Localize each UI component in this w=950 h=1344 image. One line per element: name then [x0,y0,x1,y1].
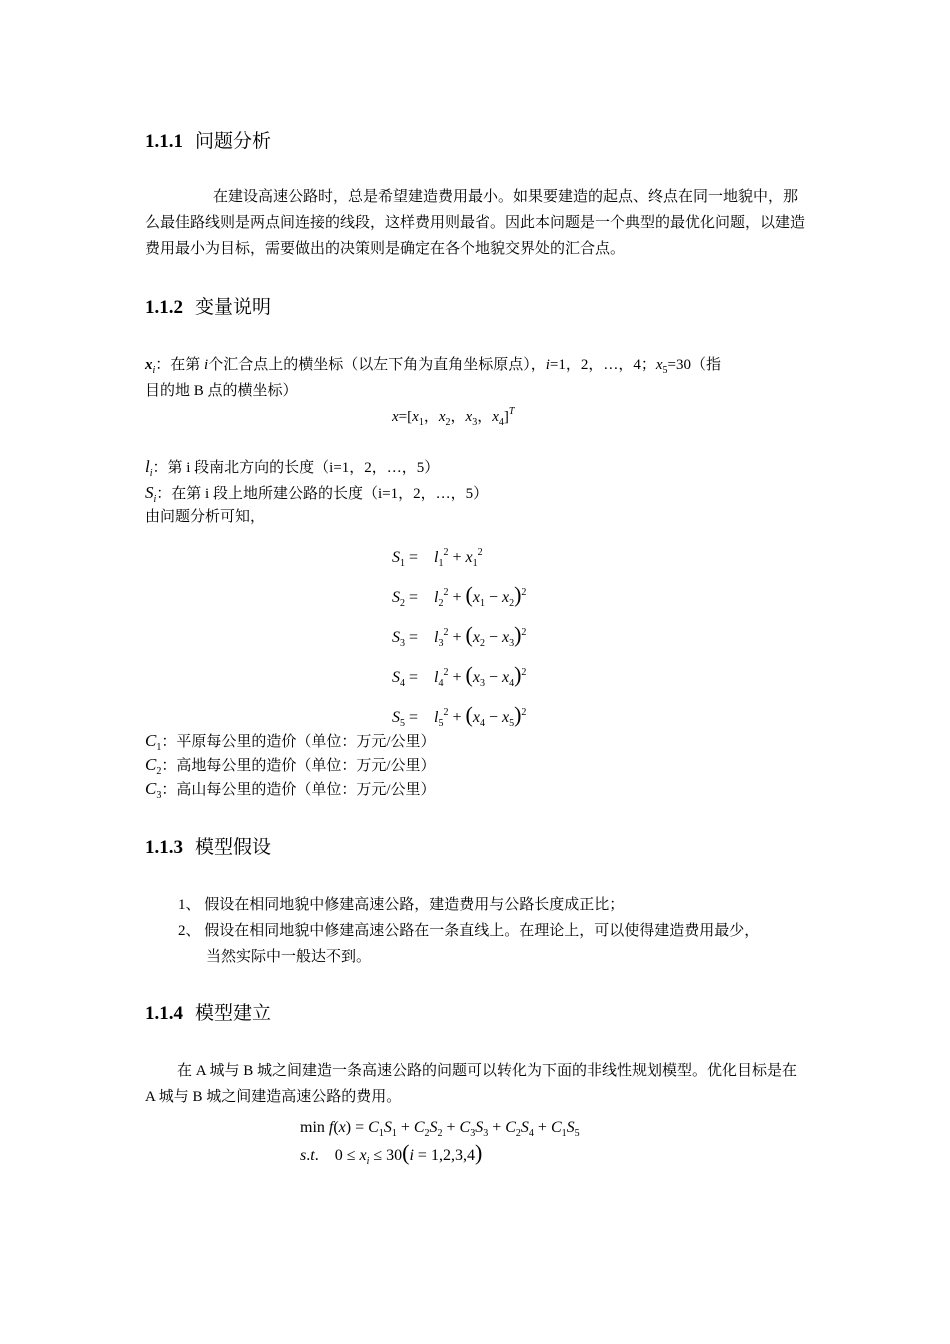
equation-s5: $S_5$ = $l_5^2 + (x_4 - x_5)^2$ [392,702,527,729]
var-c3-line: $C_3$：高山每公里的造价（单位：万元/公里） [145,779,436,801]
var-c2-line: $C_2$：高地每公里的造价（单位：万元/公里） [145,755,436,777]
intro-text: 由问题分析可知， [145,509,266,525]
equation-s2: $S_2$ = $l_2^2 + (x_1 - x_2)^2$ [392,582,527,609]
paragraph-model-building: 在 A 城与 B 城之间建造一条高速公路的问题可以转化为下面的非线性规划模型。优化目标是在 A 城与 B 城之间建造高速公路的费用。 [145,1063,798,1105]
section-heading-1-1-2: 1.1.2 变量说明 [145,297,272,318]
section-heading-1-1-1: 1.1.1 问题分析 [145,131,272,152]
section-heading-1-1-3: 1.1.3 模型假设 [145,837,272,858]
objective-function: $\min f(x) = C_1S_1 + C_2S_2 + C_3S_3 + C_2S_4 + C_1S_5$ [300,1119,580,1139]
var-xi-line-2: 目的地 B 点的横坐标） [145,383,298,399]
paragraph-problem-analysis: 在建设高速公路时，总是希望建造费用最小。如果要建造的起点、终点在同一地貌中，那么最佳路线则是两点间连接的线段，这样费用则最省。因此本问题是一个典型的最优化问题，以建造费用最小为目标，需要做出的决策则是确定在各个地貌交界处的汇合点。 [145,189,806,257]
equation-s1: $S_1$ = $l_1^2 + x_1^2$ [392,547,483,569]
var-li-line: $l_i$：第 i 段南北方向的长度（i=1，2，…，5） [145,457,440,479]
var-c1-line: $C_1$：平原每公里的造价（单位：万元/公里） [145,731,436,753]
assumption-item-2-cont: 当然实际中一般达不到。 [206,949,372,965]
equation-s3: $S_3$ = $l_3^2 + (x_2 - x_3)^2$ [392,622,527,649]
vector-x: $x=[x_1$，$x_2$，$x_3$，$x_4]^T$ [392,406,515,428]
var-xi-line: $x_i$：在第 i个汇合点上的横坐标（以左下角为直角坐标原点），i=1，2，…，4；$x_5=30$（指 [145,357,722,376]
var-si-line: $S_i$：在第 i 段上地所建公路的长度（i=1，2，…，5） [145,483,489,505]
constraint: s.t. $0 \le x_i \le 30(i = 1,2,3,4)$ [300,1140,483,1167]
assumption-item-1: 1、 假设在相同地貌中修建高速公路，建造费用与公路长度成正比； [178,897,625,913]
equation-block-s [392,538,526,738]
equation-s4: $S_4$ = $l_4^2 + (x_3 - x_4)^2$ [392,662,527,689]
section-heading-1-1-4: 1.1.4 模型建立 [145,1003,272,1024]
assumption-item-2: 2、 假设在相同地貌中修建高速公路在一条直线上。在理论上，可以使得建造费用最少， [178,923,760,939]
